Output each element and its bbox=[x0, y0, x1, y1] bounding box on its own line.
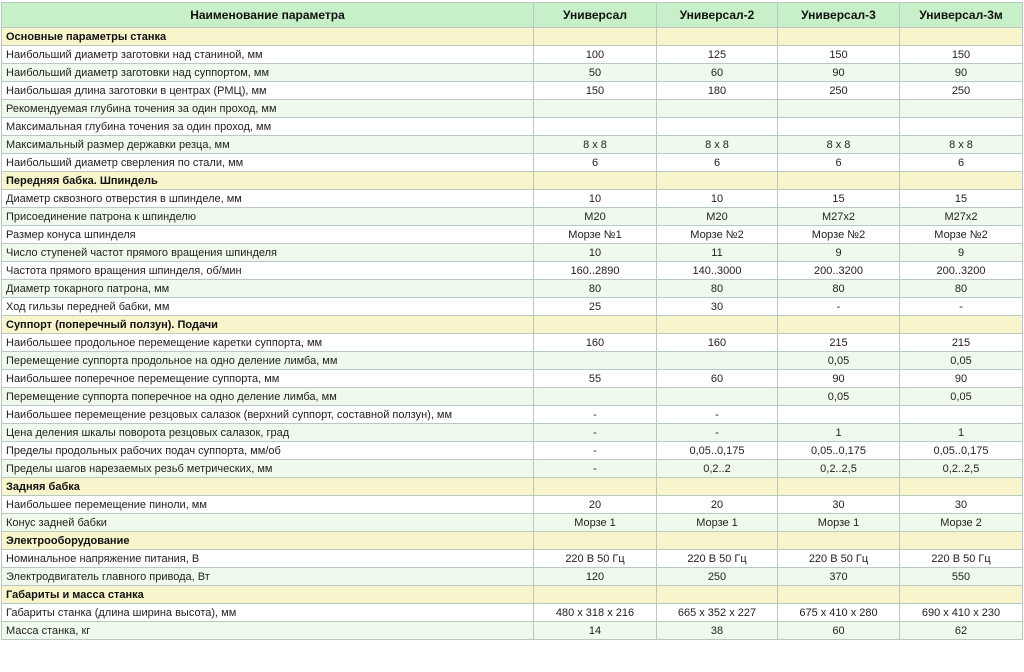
parameter-value-model-1: 55 bbox=[534, 370, 657, 388]
parameter-name: Конус задней бабки bbox=[2, 514, 534, 532]
parameter-value-model-4: 0,05 bbox=[900, 388, 1023, 406]
parameter-name: Наибольший диаметр сверления по стали, мм bbox=[2, 154, 534, 172]
spec-table bbox=[1, 2, 1023, 640]
parameter-value-model-2: Морзе 1 bbox=[657, 514, 778, 532]
parameter-value-model-3: 370 bbox=[778, 568, 900, 586]
section-filler-cell bbox=[778, 172, 900, 190]
parameter-value-model-4: 690 x 410 x 230 bbox=[900, 604, 1023, 622]
parameter-value-model-1: 50 bbox=[534, 64, 657, 82]
parameter-value-model-2: 38 bbox=[657, 622, 778, 640]
parameter-value-model-2: 180 bbox=[657, 82, 778, 100]
parameter-value-model-4: 215 bbox=[900, 334, 1023, 352]
parameter-value-model-1: 25 bbox=[534, 298, 657, 316]
parameter-name: Частота прямого вращения шпинделя, об/мин bbox=[2, 262, 534, 280]
section-title: Задняя бабка bbox=[2, 478, 534, 496]
parameter-name: Перемещение суппорта продольное на одно деление лимба, мм bbox=[2, 352, 534, 370]
parameter-value-model-2: 6 bbox=[657, 154, 778, 172]
section-filler-cell bbox=[534, 478, 657, 496]
parameter-name: Наибольшее продольное перемещение каретки суппорта, мм bbox=[2, 334, 534, 352]
parameter-value-model-3 bbox=[778, 118, 900, 136]
section-filler-cell bbox=[900, 478, 1023, 496]
parameter-name: Электродвигатель главного привода, Вт bbox=[2, 568, 534, 586]
table-row bbox=[2, 604, 1023, 622]
header-row bbox=[2, 3, 1023, 28]
parameter-value-model-1: 80 bbox=[534, 280, 657, 298]
parameter-value-model-4: 220 В 50 Гц bbox=[900, 550, 1023, 568]
parameter-value-model-3: 90 bbox=[778, 64, 900, 82]
table-row bbox=[2, 298, 1023, 316]
table-row bbox=[2, 136, 1023, 154]
section-filler-cell bbox=[657, 28, 778, 46]
parameter-value-model-1: - bbox=[534, 406, 657, 424]
parameter-value-model-1: 14 bbox=[534, 622, 657, 640]
parameter-value-model-2 bbox=[657, 388, 778, 406]
section-row bbox=[2, 478, 1023, 496]
parameter-value-model-2: 0,05..0,175 bbox=[657, 442, 778, 460]
parameter-name: Пределы шагов нарезаемых резьб метрических, мм bbox=[2, 460, 534, 478]
parameter-value-model-3: 250 bbox=[778, 82, 900, 100]
parameter-value-model-4: М27x2 bbox=[900, 208, 1023, 226]
table-row bbox=[2, 334, 1023, 352]
parameter-value-model-2: М20 bbox=[657, 208, 778, 226]
parameter-value-model-3: 0,05 bbox=[778, 352, 900, 370]
parameter-value-model-1: 160..2890 bbox=[534, 262, 657, 280]
section-title: Основные параметры станка bbox=[2, 28, 534, 46]
parameter-value-model-4: 80 bbox=[900, 280, 1023, 298]
parameter-value-model-3: Морзе 1 bbox=[778, 514, 900, 532]
table-row bbox=[2, 100, 1023, 118]
header-model-2: Универсал-2 bbox=[657, 3, 778, 28]
parameter-value-model-1 bbox=[534, 100, 657, 118]
parameter-value-model-4: 90 bbox=[900, 64, 1023, 82]
table-row bbox=[2, 118, 1023, 136]
parameter-value-model-3: 200..3200 bbox=[778, 262, 900, 280]
parameter-value-model-4: - bbox=[900, 298, 1023, 316]
table-row bbox=[2, 64, 1023, 82]
parameter-value-model-1: 10 bbox=[534, 190, 657, 208]
parameter-value-model-3: 150 bbox=[778, 46, 900, 64]
parameter-value-model-3: М27x2 bbox=[778, 208, 900, 226]
parameter-value-model-2: 0,2..2 bbox=[657, 460, 778, 478]
parameter-value-model-4: 0,05 bbox=[900, 352, 1023, 370]
parameter-value-model-4 bbox=[900, 100, 1023, 118]
header-parameter: Наименование параметра bbox=[2, 3, 534, 28]
parameter-value-model-2: 10 bbox=[657, 190, 778, 208]
table-row bbox=[2, 190, 1023, 208]
parameter-value-model-2 bbox=[657, 100, 778, 118]
parameter-value-model-4: 15 bbox=[900, 190, 1023, 208]
parameter-name: Наибольшее перемещение резцовых салазок (верхний суппорт, составной ползун), мм bbox=[2, 406, 534, 424]
section-title: Передняя бабка. Шпиндель bbox=[2, 172, 534, 190]
table-row bbox=[2, 226, 1023, 244]
parameter-value-model-2: 8 x 8 bbox=[657, 136, 778, 154]
parameter-value-model-1: 8 x 8 bbox=[534, 136, 657, 154]
section-filler-cell bbox=[900, 316, 1023, 334]
section-filler-cell bbox=[534, 28, 657, 46]
section-filler-cell bbox=[534, 316, 657, 334]
section-filler-cell bbox=[778, 28, 900, 46]
parameter-name: Присоединение патрона к шпинделю bbox=[2, 208, 534, 226]
section-title: Габариты и масса станка bbox=[2, 586, 534, 604]
parameter-name: Цена деления шкалы поворота резцовых салазок, град bbox=[2, 424, 534, 442]
parameter-value-model-2: 250 bbox=[657, 568, 778, 586]
section-filler-cell bbox=[534, 532, 657, 550]
section-filler-cell bbox=[778, 316, 900, 334]
parameter-value-model-4 bbox=[900, 118, 1023, 136]
parameter-value-model-3: 9 bbox=[778, 244, 900, 262]
parameter-value-model-2: 11 bbox=[657, 244, 778, 262]
parameter-value-model-4: 90 bbox=[900, 370, 1023, 388]
parameter-value-model-1: 100 bbox=[534, 46, 657, 64]
table-row bbox=[2, 442, 1023, 460]
parameter-value-model-2: 220 В 50 Гц bbox=[657, 550, 778, 568]
parameter-value-model-1: 10 bbox=[534, 244, 657, 262]
parameter-value-model-3 bbox=[778, 100, 900, 118]
parameter-value-model-4: Морзе 2 bbox=[900, 514, 1023, 532]
parameter-value-model-3: 0,05 bbox=[778, 388, 900, 406]
parameter-value-model-1: 150 bbox=[534, 82, 657, 100]
parameter-name: Максимальная глубина точения за один проход, мм bbox=[2, 118, 534, 136]
table-row bbox=[2, 406, 1023, 424]
parameter-name: Размер конуса шпинделя bbox=[2, 226, 534, 244]
table-row bbox=[2, 568, 1023, 586]
parameter-name: Наибольший диаметр заготовки над суппортом, мм bbox=[2, 64, 534, 82]
section-filler-cell bbox=[778, 586, 900, 604]
parameter-name: Наибольшее поперечное перемещение суппорта, мм bbox=[2, 370, 534, 388]
parameter-name: Диаметр сквозного отверстия в шпинделе, мм bbox=[2, 190, 534, 208]
parameter-name: Максимальный размер державки резца, мм bbox=[2, 136, 534, 154]
parameter-value-model-1 bbox=[534, 352, 657, 370]
table-row bbox=[2, 514, 1023, 532]
parameter-value-model-3: 80 bbox=[778, 280, 900, 298]
section-filler-cell bbox=[900, 586, 1023, 604]
section-row bbox=[2, 316, 1023, 334]
parameter-value-model-3: 215 bbox=[778, 334, 900, 352]
parameter-name: Наибольшая длина заготовки в центрах (РМЦ), мм bbox=[2, 82, 534, 100]
parameter-value-model-3: 90 bbox=[778, 370, 900, 388]
parameter-value-model-3: 6 bbox=[778, 154, 900, 172]
table-row bbox=[2, 550, 1023, 568]
section-filler-cell bbox=[534, 172, 657, 190]
parameter-value-model-1 bbox=[534, 118, 657, 136]
parameter-value-model-4: 6 bbox=[900, 154, 1023, 172]
parameter-name: Рекомендуемая глубина точения за один проход, мм bbox=[2, 100, 534, 118]
section-filler-cell bbox=[657, 316, 778, 334]
parameter-value-model-2: 60 bbox=[657, 64, 778, 82]
parameter-value-model-1: - bbox=[534, 442, 657, 460]
parameter-value-model-2 bbox=[657, 118, 778, 136]
parameter-value-model-1: 120 bbox=[534, 568, 657, 586]
parameter-value-model-1: 220 В 50 Гц bbox=[534, 550, 657, 568]
parameter-name: Наибольшее перемещение пиноли, мм bbox=[2, 496, 534, 514]
parameter-value-model-1: 20 bbox=[534, 496, 657, 514]
parameter-value-model-3: - bbox=[778, 298, 900, 316]
parameter-value-model-3: 675 x 410 x 280 bbox=[778, 604, 900, 622]
section-title: Электрооборудование bbox=[2, 532, 534, 550]
parameter-name: Наибольший диаметр заготовки над станиной, мм bbox=[2, 46, 534, 64]
section-filler-cell bbox=[778, 532, 900, 550]
parameter-value-model-1: - bbox=[534, 424, 657, 442]
spec-table-body bbox=[2, 28, 1023, 640]
table-row bbox=[2, 388, 1023, 406]
section-filler-cell bbox=[657, 478, 778, 496]
section-filler-cell bbox=[900, 172, 1023, 190]
parameter-value-model-2: 125 bbox=[657, 46, 778, 64]
section-row bbox=[2, 172, 1023, 190]
parameter-value-model-2: - bbox=[657, 406, 778, 424]
parameter-name: Масса станка, кг bbox=[2, 622, 534, 640]
section-filler-cell bbox=[657, 532, 778, 550]
parameter-value-model-4: 250 bbox=[900, 82, 1023, 100]
parameter-value-model-4: 150 bbox=[900, 46, 1023, 64]
parameter-value-model-3: 15 bbox=[778, 190, 900, 208]
parameter-name: Диаметр токарного патрона, мм bbox=[2, 280, 534, 298]
parameter-value-model-1: Морзе №1 bbox=[534, 226, 657, 244]
section-filler-cell bbox=[657, 586, 778, 604]
parameter-value-model-3: 60 bbox=[778, 622, 900, 640]
parameter-value-model-3: 1 bbox=[778, 424, 900, 442]
parameter-name: Перемещение суппорта поперечное на одно деление лимба, мм bbox=[2, 388, 534, 406]
parameter-name: Число ступеней частот прямого вращения шпинделя bbox=[2, 244, 534, 262]
table-row bbox=[2, 82, 1023, 100]
table-row bbox=[2, 46, 1023, 64]
parameter-value-model-1: М20 bbox=[534, 208, 657, 226]
parameter-value-model-1: 160 bbox=[534, 334, 657, 352]
parameter-value-model-2: 140..3000 bbox=[657, 262, 778, 280]
table-row bbox=[2, 370, 1023, 388]
parameter-value-model-3 bbox=[778, 406, 900, 424]
parameter-value-model-4: 30 bbox=[900, 496, 1023, 514]
parameter-value-model-3: 8 x 8 bbox=[778, 136, 900, 154]
table-row bbox=[2, 496, 1023, 514]
table-row bbox=[2, 262, 1023, 280]
table-row bbox=[2, 460, 1023, 478]
parameter-value-model-1: 6 bbox=[534, 154, 657, 172]
section-filler-cell bbox=[900, 28, 1023, 46]
parameter-value-model-4: Морзе №2 bbox=[900, 226, 1023, 244]
section-title: Суппорт (поперечный ползун). Подачи bbox=[2, 316, 534, 334]
table-row bbox=[2, 280, 1023, 298]
section-filler-cell bbox=[657, 172, 778, 190]
parameter-value-model-4 bbox=[900, 406, 1023, 424]
parameter-value-model-3: Морзе №2 bbox=[778, 226, 900, 244]
section-row bbox=[2, 532, 1023, 550]
table-row bbox=[2, 244, 1023, 262]
parameter-value-model-1: - bbox=[534, 460, 657, 478]
parameter-name: Номинальное напряжение питания, В bbox=[2, 550, 534, 568]
parameter-value-model-4: 550 bbox=[900, 568, 1023, 586]
parameter-value-model-4: 8 x 8 bbox=[900, 136, 1023, 154]
header-model-4: Универсал-3м bbox=[900, 3, 1023, 28]
parameter-value-model-4: 200..3200 bbox=[900, 262, 1023, 280]
table-row bbox=[2, 208, 1023, 226]
table-row bbox=[2, 622, 1023, 640]
table-row bbox=[2, 154, 1023, 172]
parameter-value-model-2: 20 bbox=[657, 496, 778, 514]
parameter-value-model-1 bbox=[534, 388, 657, 406]
parameter-value-model-4: 0,05..0,175 bbox=[900, 442, 1023, 460]
section-row bbox=[2, 586, 1023, 604]
header-model-1: Универсал bbox=[534, 3, 657, 28]
section-row bbox=[2, 28, 1023, 46]
table-row bbox=[2, 352, 1023, 370]
section-filler-cell bbox=[778, 478, 900, 496]
parameter-value-model-3: 0,2..2,5 bbox=[778, 460, 900, 478]
parameter-value-model-2: 60 bbox=[657, 370, 778, 388]
parameter-name: Ход гильзы передней бабки, мм bbox=[2, 298, 534, 316]
parameter-value-model-4: 0,2..2,5 bbox=[900, 460, 1023, 478]
parameter-value-model-2: - bbox=[657, 424, 778, 442]
parameter-value-model-4: 1 bbox=[900, 424, 1023, 442]
section-filler-cell bbox=[534, 586, 657, 604]
parameter-value-model-2: 665 x 352 x 227 bbox=[657, 604, 778, 622]
parameter-value-model-2: 80 bbox=[657, 280, 778, 298]
section-filler-cell bbox=[900, 532, 1023, 550]
parameter-value-model-2: 30 bbox=[657, 298, 778, 316]
parameter-name: Пределы продольных рабочих подач суппорта, мм/об bbox=[2, 442, 534, 460]
spec-table-wrapper bbox=[1, 2, 1023, 640]
table-row bbox=[2, 424, 1023, 442]
parameter-value-model-1: 480 x 318 x 216 bbox=[534, 604, 657, 622]
parameter-value-model-2: Морзе №2 bbox=[657, 226, 778, 244]
parameter-value-model-4: 62 bbox=[900, 622, 1023, 640]
parameter-value-model-3: 220 В 50 Гц bbox=[778, 550, 900, 568]
parameter-name: Габариты станка (длина ширина высота), мм bbox=[2, 604, 534, 622]
parameter-value-model-3: 30 bbox=[778, 496, 900, 514]
parameter-value-model-2 bbox=[657, 352, 778, 370]
parameter-value-model-3: 0,05..0,175 bbox=[778, 442, 900, 460]
parameter-value-model-1: Морзе 1 bbox=[534, 514, 657, 532]
header-model-3: Универсал-3 bbox=[778, 3, 900, 28]
parameter-value-model-2: 160 bbox=[657, 334, 778, 352]
parameter-value-model-4: 9 bbox=[900, 244, 1023, 262]
